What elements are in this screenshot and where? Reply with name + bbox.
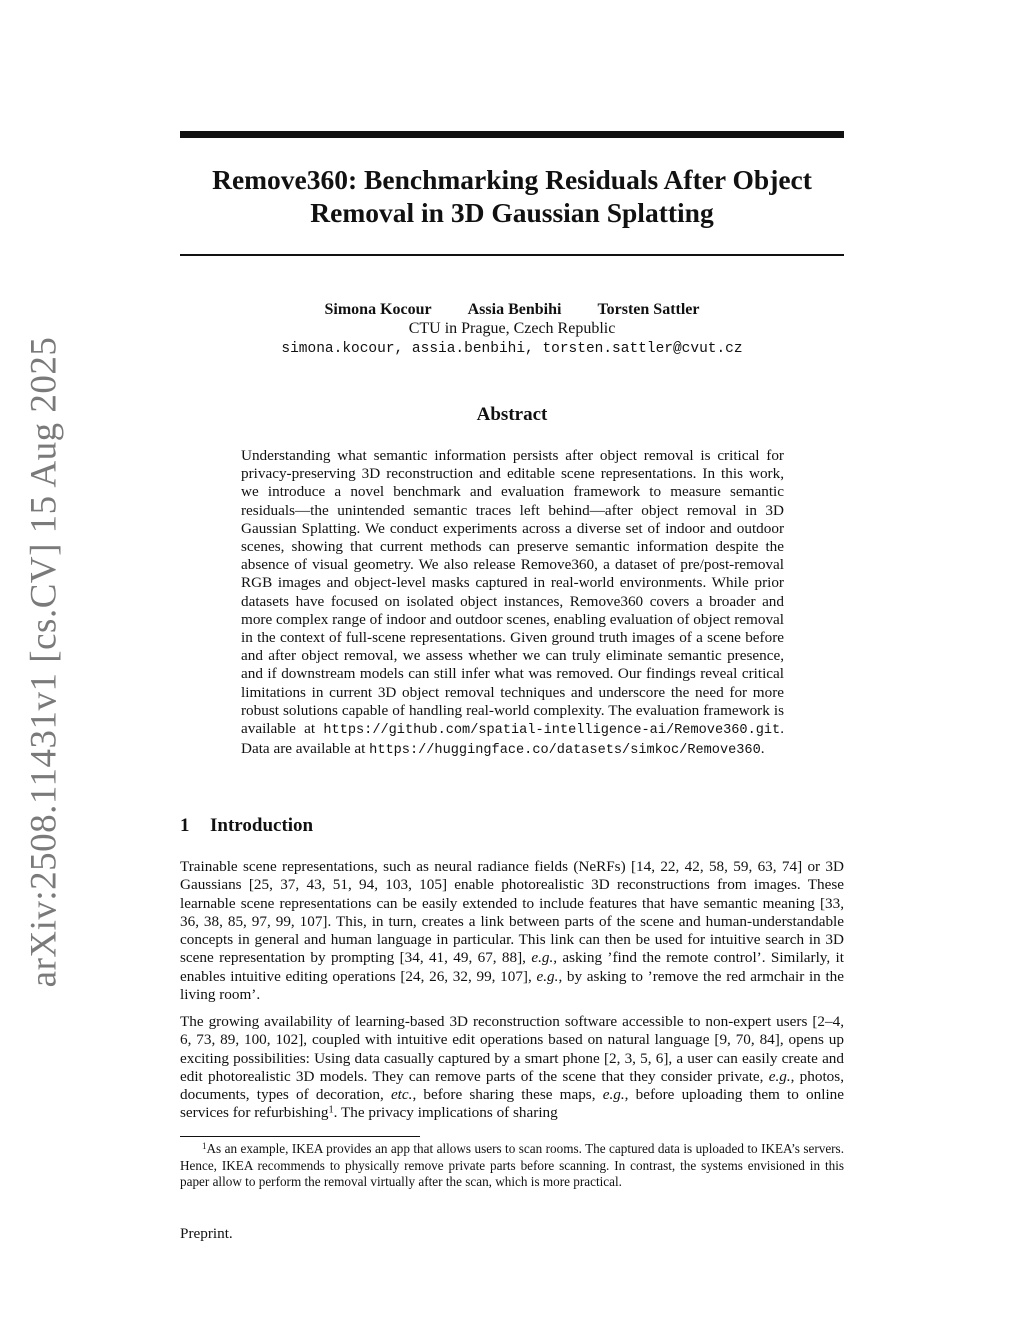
section-title: Introduction bbox=[210, 815, 314, 836]
text-run: , by asking to ’remove the red armchair in the living room’. bbox=[180, 967, 845, 1004]
footnote-ref[interactable]: 1 bbox=[328, 1104, 334, 1116]
github-link[interactable]: https://github.com/spatial-intelligence-ai/Remove360.git bbox=[323, 723, 781, 739]
abstract-heading: Abstract bbox=[476, 404, 548, 425]
intro-paragraph-1 bbox=[180, 858, 844, 1004]
paper-title: Remove360: Benchmarking Residuals After Object Removal in 3D Gaussian Splatting bbox=[212, 164, 812, 228]
footnote-text: As an example, IKEA provides an app that allows users to scan rooms. The captured data is uploaded to IKEA’s servers. Hence, IKEA recommends to physically remove private parts before scanning. In contrast, the systems envisioned in this paper allow to perform the removal virtually after the scan, which is more practical. bbox=[180, 1141, 844, 1190]
author-name: Assia Benbihi bbox=[467, 301, 562, 318]
text-run: , asking ’find the remote control’. Similarly, it enables intuitive editing operations [24, 26, 32, 99, 107], bbox=[180, 949, 844, 985]
footnote-marker: 1 bbox=[202, 1140, 207, 1151]
section-number: 1 bbox=[180, 815, 190, 836]
abstract-body bbox=[241, 447, 784, 760]
footnote bbox=[180, 1141, 844, 1191]
text-run: Trainable scene representations, such as neural radiance fields (NeRFs) [14, 22, 42, 58, 59, 63, 74] or 3D Gaussians [25, 37, 43, 51, 94, 103, 105] enable photorealistic 3D reconstructions from images. These learnable scene representations can be easily extended to include features that have semantic meaning [33, 36, 38, 85, 97, 99, 107]. This, in turn, creates a link between parts of the scene and human-understandable concepts in general and human language in particular. This link can then be used for intuitive search in 3D scene representation by prompting [34, 41, 49, 67, 88], bbox=[180, 858, 844, 967]
huggingface-link[interactable]: https://huggingface.co/datasets/simkoc/Remove360 bbox=[369, 743, 761, 759]
text-run: . The privacy implications of sharing bbox=[333, 1104, 558, 1122]
footnote-divider bbox=[180, 1136, 420, 1137]
italic-abbrev: e.g. bbox=[768, 1067, 791, 1085]
section-heading bbox=[180, 814, 313, 838]
text-run: The growing availability of learning-based 3D reconstruction software accessible to non-expert users [2–4, 6, 73, 89, 100, 102], coupled with intuitive edit operations based on natural language [9, 70, 84], opens up exciting possibilities: Using data casually captured by a smart phone [2, 3, 5, 6], a user can easily create and edit photorealistic 3D models. They can remove parts of the scene that they consider private, bbox=[180, 1013, 844, 1085]
abstract-text: Understanding what semantic information persists after object removal is critical for privacy-preserving 3D reconstruction and editable scene representations. In this work, we introduce a novel benchmark and evaluation framework to measure semantic residuals—the unintended semantic traces left behind—after object removal in 3D Gaussian Splatting. We conduct experiments across a diverse set of indoor and outdoor scenes, showing that current methods can preserve semantic information despite the absence of visual geometry. We also release Remove360, a dataset of pre/post-removal RGB images and object-level masks captured in real-world environments. While prior datasets have focused on isolated object instances, Remove360 covers a broader and more complex range of indoor and outdoor scenes, enabling evaluation of object removal in the context of full-scene representations. Given ground truth images of a scene before and after object removal, we assess whether we can truly eliminate semantic presence, and if downstream models can still infer what was removed. Our findings reveal critical limitations in current 3D object removal techniques and underscore the need for more robust solutions capable of handling real-world complexity. The evaluation framework is available at bbox=[241, 447, 784, 738]
italic-abbrev: e.g. bbox=[536, 967, 559, 985]
arxiv-identifier: arXiv:2508.11431v1 [cs.CV] 15 Aug 2025 bbox=[23, 336, 65, 988]
author-list bbox=[180, 300, 844, 320]
italic-abbrev: e.g. bbox=[602, 1086, 625, 1104]
author-emails: simona.kocour, assia.benbihi, torsten.sattler@cvut.cz bbox=[281, 341, 743, 357]
author-name: Torsten Sattler bbox=[597, 301, 700, 318]
title-rule-bottom bbox=[180, 254, 844, 256]
abstract-end: . bbox=[760, 740, 765, 758]
text-run: , before sharing these maps, bbox=[412, 1086, 596, 1104]
author-affiliation: CTU in Prague, Czech Republic bbox=[408, 320, 616, 337]
text-run: , before uploading them to online services for refurbishing bbox=[180, 1086, 845, 1122]
author-name: Simona Kocour bbox=[324, 301, 432, 318]
italic-abbrev: e.g. bbox=[531, 949, 554, 967]
italic-abbrev: etc. bbox=[390, 1086, 413, 1104]
preprint-label: Preprint. bbox=[180, 1225, 233, 1242]
intro-paragraph-2 bbox=[180, 1013, 844, 1123]
abstract-data-text: . Data are available at bbox=[241, 720, 784, 758]
title-rule-top bbox=[180, 131, 844, 138]
text-run: , photos, documents, types of decoration, bbox=[180, 1067, 844, 1104]
